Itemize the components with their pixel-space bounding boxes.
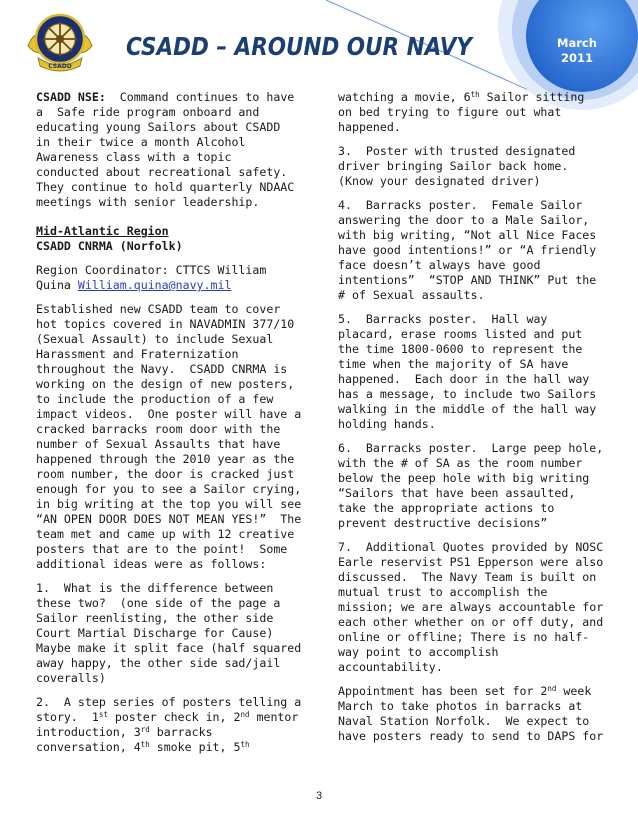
item-line: conversation, 4 [36, 740, 141, 754]
item-line: walking in the middle of the hall way [338, 402, 597, 416]
established-line: throughout the Navy. CSADD CNRMA is [36, 362, 288, 376]
item-line: time when the majority of SA have [338, 357, 569, 371]
region-subheading: CSADD CNRMA (Norfolk) [36, 239, 183, 253]
item-line: take the appropriate actions to [338, 501, 555, 515]
item-line: 1. What is the difference between [36, 581, 274, 595]
item-line: barracks [149, 725, 213, 739]
established-line: (Sexual Assault) to include Sexual [36, 332, 274, 346]
item-line: each other whether on or off duty, and [338, 615, 604, 629]
item-line: # of Sexual assaults. [338, 288, 485, 302]
newsletter-header [0, 0, 638, 100]
established-line: hot topics covered in NAVADMIN 377/10 [36, 317, 295, 331]
text-line: Naval Station Norfolk. We expect to [338, 714, 590, 728]
item-line: smoke pit, 5 [149, 740, 241, 754]
idea-item-3 [338, 144, 608, 189]
idea-item-6 [338, 441, 608, 531]
item-line: has a message, to include two Sailors [338, 387, 597, 401]
item-line: with the # of SA as the room number [338, 456, 583, 470]
item-line: away happy, the other side sad/jail [36, 656, 281, 670]
item-line: 5. Barracks poster. Hall way [338, 312, 548, 326]
item-line: mentor [249, 710, 299, 724]
established-line: to include the production of a few [36, 392, 274, 406]
established-line: posters that are to the point! Some [36, 542, 288, 556]
coordinator-name: Quina [36, 278, 78, 292]
item-line: online or offline; There is no half- [338, 630, 590, 644]
idea-item-2 [36, 695, 306, 755]
item-line: mission; we are always accountable for [338, 600, 604, 614]
page-number: 3 [315, 790, 323, 802]
item-line: 4. Barracks poster. Female Sailor [338, 198, 583, 212]
nse-line: conducted about recreational safety. [36, 165, 288, 179]
ordinal-suffix: th [140, 740, 150, 749]
continued-paragraph [338, 90, 608, 135]
text-line: on bed trying to figure out what [338, 105, 562, 119]
item-line: (Know your designated driver) [338, 174, 541, 188]
region-heading: Mid-Atlantic Region [36, 224, 169, 238]
nse-paragraph [36, 90, 306, 210]
newsletter-title: CSADD – AROUND OUR NAVY [126, 32, 472, 61]
text-line: have posters ready to send to DAPS for [338, 729, 604, 743]
established-line: working on the design of new posters, [36, 377, 295, 391]
nse-line: Awareness class with a topic [36, 150, 232, 164]
item-line: discussed. The Navy Team is built on [338, 570, 597, 584]
item-line: intentions” “STOP AND THINK” Put the [338, 273, 597, 287]
item-line: Court Martial Discharge for Cause) [36, 626, 274, 640]
region-block [36, 224, 306, 254]
nse-line: meetings with senior leadership. [36, 195, 260, 209]
coordinator-line: Region Coordinator: CTTCS William [36, 263, 267, 277]
nse-line: a Safe ride program onboard and [36, 105, 260, 119]
item-line: happened. Each door in the hall way [338, 372, 590, 386]
item-line: placard, erase rooms listed and put [338, 327, 583, 341]
issue-year: 2011 [560, 51, 593, 65]
established-line: Established new CSADD team to cover [36, 302, 281, 316]
item-line: with big writing, “Not all Nice Faces [338, 228, 597, 242]
nse-label: CSADD NSE: [36, 90, 106, 104]
established-line: enough for you to see a Sailor crying, [36, 482, 302, 496]
ordinal-suffix: th [240, 740, 250, 749]
established-line: number of Sexual Assaults that have [36, 437, 281, 451]
item-line: mutual trust to accomplish the [338, 585, 548, 599]
item-line: below the peep hole with big writing [338, 471, 590, 485]
nse-line: in their twice a month Alcohol [36, 135, 246, 149]
item-line: 3. Poster with trusted designated [338, 144, 576, 158]
right-column [338, 90, 608, 753]
item-line: story. 1 [36, 710, 99, 724]
nse-line: They continue to hold quarterly NDAAC [36, 180, 295, 194]
item-line: way point to accomplish [338, 645, 499, 659]
ordinal-suffix: nd [547, 684, 557, 693]
item-line: poster check in, 2 [107, 710, 241, 724]
coordinator-email-link[interactable]: William.quina@navy.mil [77, 278, 232, 292]
established-line: Harassment and Fraternization [36, 347, 239, 361]
established-line: additional ideas were as follows: [36, 557, 267, 571]
established-line: room number, the door is cracked just [36, 467, 295, 481]
item-line: 7. Additional Quotes provided by NOSC [338, 540, 604, 554]
item-line: Maybe make it split face (half squared [36, 641, 302, 655]
item-line: accountability. [338, 660, 443, 674]
ordinal-suffix: th [470, 90, 480, 99]
idea-item-1 [36, 581, 306, 686]
item-line: holding hands. [338, 417, 436, 431]
text-line: watching a movie, 6 [338, 90, 471, 104]
item-line: answering the door to a Male Sailor, [338, 213, 590, 227]
issue-date [542, 36, 612, 66]
item-line: these two? (one side of the page a [36, 596, 281, 610]
text-line: week [556, 684, 592, 698]
established-line: impact videos. One poster will have a [36, 407, 302, 421]
item-line: coveralls) [36, 671, 106, 685]
item-line: introduction, 3 [36, 725, 141, 739]
csadd-logo [24, 6, 96, 76]
left-column [36, 90, 306, 764]
logo-text: CSADD [48, 63, 72, 70]
idea-item-4 [338, 198, 608, 303]
item-line: 2. A step series of posters telling a [36, 695, 302, 709]
established-line: cracked barracks room door with the [36, 422, 281, 436]
text-line: March to take photos in barracks at [338, 699, 583, 713]
item-line: have good intentions!” or “A friendly [338, 243, 597, 257]
ordinal-suffix: nd [240, 710, 250, 719]
item-line: prevent destructive decisions” [338, 516, 548, 530]
item-line: “Sailors that have been assaulted, [338, 486, 576, 500]
ordinal-suffix: st [98, 710, 108, 719]
idea-item-7 [338, 540, 608, 675]
issue-month: March [557, 36, 597, 50]
idea-item-5 [338, 312, 608, 432]
item-line: 6. Barracks poster. Large peep hole, [338, 441, 604, 455]
item-line: Earle reservist PS1 Epperson were also [338, 555, 604, 569]
item-line: driver bringing Sailor back home. [338, 159, 569, 173]
item-line: the time 1800-0600 to represent the [338, 342, 583, 356]
nse-line: educating young Sailors about CSADD [36, 120, 281, 134]
text-line: Appointment has been set for 2 [338, 684, 548, 698]
established-line: happened through the 2010 year as the [36, 452, 295, 466]
text-line: happened. [338, 120, 401, 134]
ordinal-suffix: rd [140, 725, 150, 734]
established-line: team met and came up with 12 creative [36, 527, 295, 541]
appointment-paragraph [338, 684, 608, 744]
coordinator-paragraph [36, 263, 306, 293]
established-line: in big writing at the top you will see [36, 497, 302, 511]
nse-line: Command continues to have [105, 90, 295, 104]
item-line: face doesn’t always have good [338, 258, 541, 272]
established-paragraph [36, 302, 306, 572]
established-line: “AN OPEN DOOR DOES NOT MEAN YES!” The [36, 512, 302, 526]
text-line: Sailor sitting [479, 90, 585, 104]
item-line: Sailor reenlisting, the other side [36, 611, 274, 625]
